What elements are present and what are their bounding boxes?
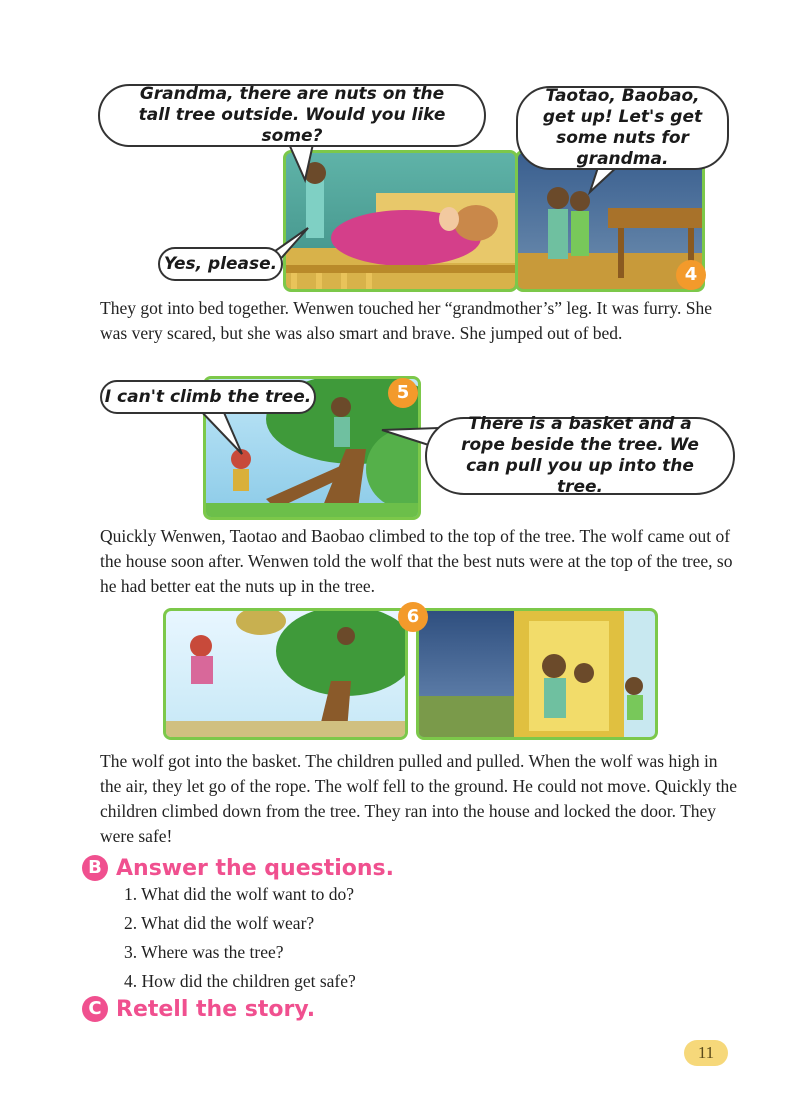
panel-6-left-illustration bbox=[163, 608, 408, 740]
section-b-title: Answer the questions. bbox=[116, 855, 395, 881]
speech-bubble-basket-rope: There is a basket and a rope beside the tree. We can pull you up into the tree. bbox=[425, 417, 735, 495]
speech-bubble-yes-please: Yes, please. bbox=[158, 247, 283, 281]
section-b-heading bbox=[82, 855, 394, 881]
section-c-title: Retell the story. bbox=[116, 996, 316, 1022]
panel-6-right-illustration bbox=[416, 608, 658, 740]
question-item: 1. What did the wolf want to do? bbox=[124, 884, 355, 904]
question-item: 3. Where was the tree? bbox=[124, 942, 284, 962]
question-item: 2. What did the wolf wear? bbox=[124, 913, 315, 933]
speech-bubble-cant-climb: I can't climb the tree. bbox=[100, 380, 316, 414]
wolf-falling-scene-illustration bbox=[166, 611, 408, 740]
bedroom-scene-illustration bbox=[286, 153, 518, 292]
speech-bubble-taotao-get-up: Taotao, Baobao, get up! Let's get some nuts for grandma. bbox=[516, 86, 729, 170]
panel-number-6-badge: 6 bbox=[398, 602, 428, 632]
page-number: 11 bbox=[684, 1040, 728, 1066]
panel-number-5-badge: 5 bbox=[388, 378, 418, 408]
story-paragraph-3: The wolf got into the basket. The children pulled and pulled. When the wolf was high in the air, they let go of the rope. The wolf fell to the ground. He could not move. Quickly the children climbed down from the tree. They ran into the house and locked the door. They were safe! bbox=[100, 751, 738, 846]
panel-number-4-badge: 4 bbox=[676, 260, 706, 290]
question-list bbox=[124, 884, 356, 1000]
story-paragraph-2: Quickly Wenwen, Taotao and Baobao climbed to the top of the tree. The wolf came out of the house soon after. Wenwen told the wolf that the best nuts were at the top of the tree, so he had better eat the nuts up in the tree. bbox=[100, 526, 733, 596]
story-paragraph-1: They got into bed together. Wenwen touched her “grandmother’s” leg. It was furry. She was very scared, but she was also smart and brave. She jumped out of bed. bbox=[100, 298, 713, 343]
section-c-heading bbox=[82, 996, 315, 1022]
question-item: 4. How did the children get safe? bbox=[124, 971, 356, 991]
bubble-tail bbox=[198, 408, 248, 458]
section-b-letter-badge: B bbox=[82, 855, 108, 881]
house-door-scene-illustration bbox=[419, 611, 658, 740]
speech-bubble-grandma-nuts: Grandma, there are nuts on the tall tree outside. Would you like some? bbox=[98, 84, 486, 147]
section-c-letter-badge: C bbox=[82, 996, 108, 1022]
